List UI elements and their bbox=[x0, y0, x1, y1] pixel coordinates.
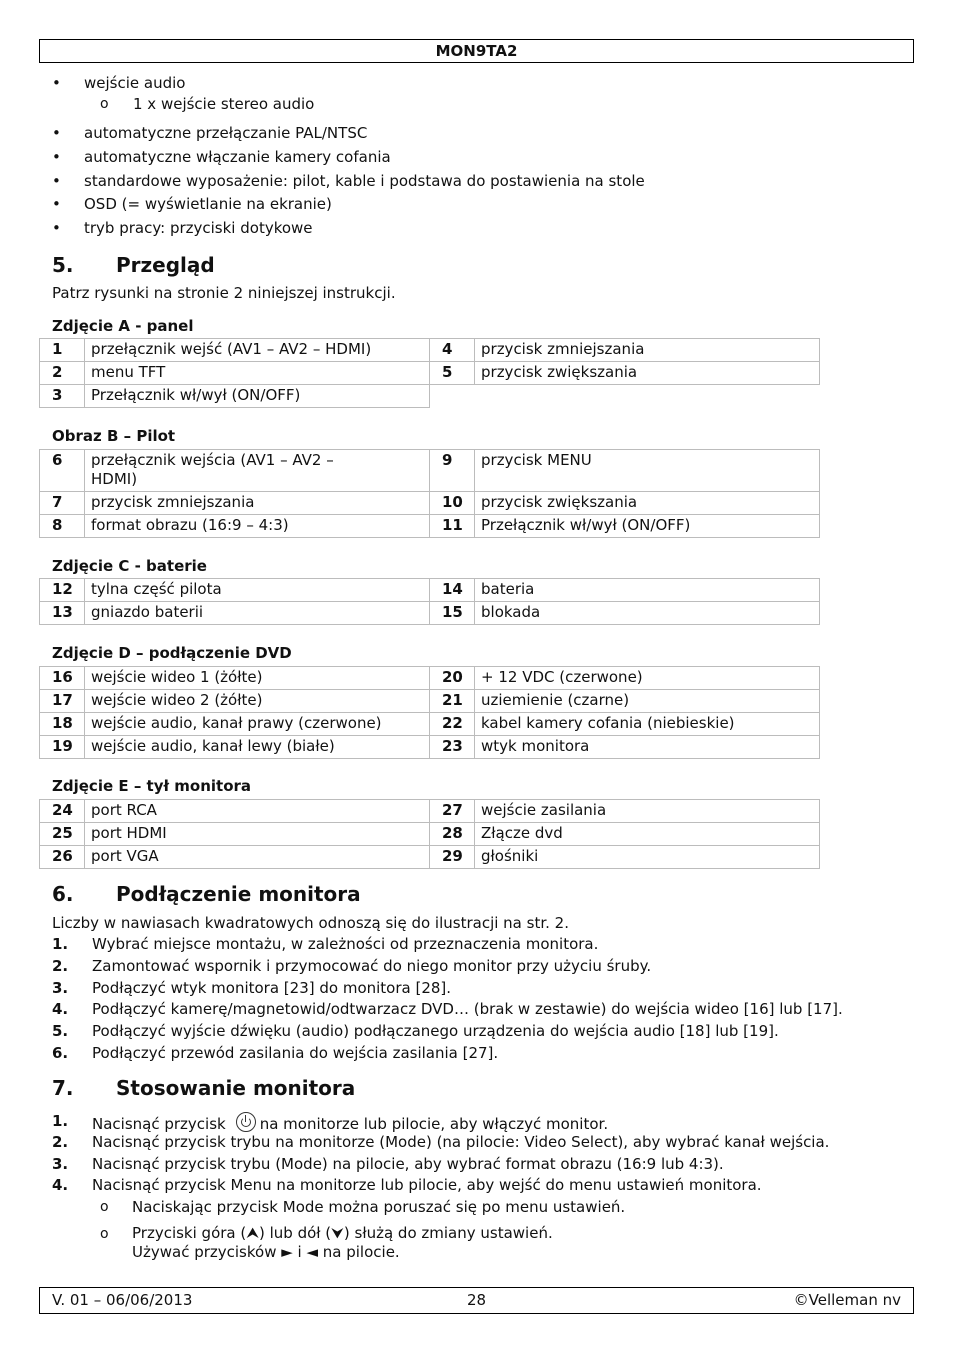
legend-number: 14 bbox=[430, 579, 475, 602]
step-text: Nacisnąć przycisk trybu (Mode) na pilocie, aby wybrać format obrazu (16:9 lub 4:3). bbox=[92, 1155, 724, 1173]
step-text: Podłączyć przewód zasilania do wejścia zasilania [27]. bbox=[92, 1044, 499, 1062]
legend-number: 12 bbox=[40, 579, 85, 602]
legend-text: głośniki bbox=[475, 846, 820, 869]
legend-text: uziemienie (czarne) bbox=[475, 690, 820, 713]
feature-audio-input: wejście audio bbox=[84, 74, 186, 92]
legend-text: Przełącznik wł/wył (ON/OFF) bbox=[85, 385, 430, 408]
legend-number: 1 bbox=[40, 339, 85, 362]
version-date: V. 01 – 06/06/2013 bbox=[52, 1291, 193, 1309]
legend-number: 21 bbox=[430, 690, 475, 713]
section-7-heading bbox=[52, 1076, 355, 1100]
table-row bbox=[40, 492, 820, 515]
bullet-icon: • bbox=[52, 195, 61, 213]
legend-text: przycisk MENU bbox=[475, 450, 820, 492]
table-row bbox=[40, 385, 820, 408]
step-text: Podłączyć wtyk monitora [23] do monitora [28]. bbox=[92, 979, 452, 997]
sub-bullet-icon: o bbox=[100, 96, 109, 112]
table-row bbox=[40, 823, 820, 846]
legend-number: 7 bbox=[40, 492, 85, 515]
table-row bbox=[40, 846, 820, 869]
legend-text: port HDMI bbox=[85, 823, 430, 846]
step-text: Zamontować wspornik i przymocować do niego monitor przy użyciu śruby. bbox=[92, 957, 652, 975]
section-6-heading bbox=[52, 882, 361, 906]
section-number: 7. bbox=[52, 1076, 74, 1100]
step-text: Nacisnąć przycisk Menu na monitorze lub pilocie, aby wejść do menu ustawień monitora. bbox=[92, 1176, 762, 1194]
legend-number: 3 bbox=[40, 385, 85, 408]
figure-b-table bbox=[39, 449, 820, 538]
feature-item: automatyczne przełączanie PAL/NTSC bbox=[84, 124, 368, 142]
section-title: Stosowanie monitora bbox=[116, 1076, 356, 1100]
section-5-heading bbox=[52, 253, 215, 277]
section-5-intro: Patrz rysunki na stronie 2 niniejszej instrukcji. bbox=[52, 284, 396, 302]
legend-text: wejście audio, kanał prawy (czerwone) bbox=[85, 713, 430, 736]
section-number: 5. bbox=[52, 253, 74, 277]
step-number: 2. bbox=[52, 1133, 69, 1151]
table-row bbox=[40, 690, 820, 713]
figure-d-table bbox=[39, 666, 820, 759]
legend-text: Złącze dvd bbox=[475, 823, 820, 846]
table-row bbox=[40, 450, 820, 492]
legend-text: kabel kamery cofania (niebieskie) bbox=[475, 713, 820, 736]
legend-number: 2 bbox=[40, 362, 85, 385]
legend-number: 6 bbox=[40, 450, 85, 492]
legend-text: + 12 VDC (czerwone) bbox=[475, 667, 820, 690]
legend-number: 27 bbox=[430, 800, 475, 823]
legend-text: wejście zasilania bbox=[475, 800, 820, 823]
figure-c-table bbox=[39, 578, 820, 625]
sub-step-text: Naciskając przycisk Mode można poruszać się po menu ustawień. bbox=[132, 1198, 626, 1216]
step-number: 2. bbox=[52, 957, 69, 975]
legend-text: format obrazu (16:9 – 4:3) bbox=[85, 515, 430, 538]
step-number: 1. bbox=[52, 1112, 69, 1130]
step-text: Nacisnąć przycisk trybu na monitorze (Mode) (na pilocie: Video Select), aby wybrać kanał wejścia. bbox=[92, 1133, 830, 1151]
legend-text: bateria bbox=[475, 579, 820, 602]
legend-text: wejście wideo 1 (żółte) bbox=[85, 667, 430, 690]
legend-text: przycisk zwiększania bbox=[475, 492, 820, 515]
figure-d-caption: Zdjęcie D – podłączenie DVD bbox=[52, 644, 292, 662]
legend-text: gniazdo baterii bbox=[85, 602, 430, 625]
bullet-icon: • bbox=[52, 148, 61, 166]
section-number: 6. bbox=[52, 882, 74, 906]
step-text: Wybrać miejsce montażu, w zależności od przeznaczenia monitora. bbox=[92, 935, 599, 953]
legend-number: 10 bbox=[430, 492, 475, 515]
legend-number: 23 bbox=[430, 736, 475, 759]
step-number: 3. bbox=[52, 1155, 69, 1173]
legend-number: 28 bbox=[430, 823, 475, 846]
legend-text: wejście wideo 2 (żółte) bbox=[85, 690, 430, 713]
legend-number: 15 bbox=[430, 602, 475, 625]
step-number: 4. bbox=[52, 1176, 69, 1194]
legend-number: 13 bbox=[40, 602, 85, 625]
legend-number: 9 bbox=[430, 450, 475, 492]
figure-c-caption: Zdjęcie C - baterie bbox=[52, 557, 207, 575]
step-text bbox=[92, 1112, 608, 1133]
step-text: Podłączyć kamerę/magnetowid/odtwarzacz DVD… (brak w zestawie) do wejścia wideo [16] lub [17]. bbox=[92, 1000, 843, 1018]
legend-text-line: przełącznik wejścia (AV1 – AV2 – bbox=[91, 451, 334, 469]
legend-number: 25 bbox=[40, 823, 85, 846]
bullet-icon: • bbox=[52, 124, 61, 142]
step-text: Podłączyć wyjście dźwięku (audio) podłączanego urządzenia do wejścia audio [18] lub [19]. bbox=[92, 1022, 779, 1040]
legend-number: 18 bbox=[40, 713, 85, 736]
legend-number: 5 bbox=[430, 362, 475, 385]
legend-text: tylna część pilota bbox=[85, 579, 430, 602]
section-title: Przegląd bbox=[116, 253, 215, 277]
legend-number: 20 bbox=[430, 667, 475, 690]
step-number: 3. bbox=[52, 979, 69, 997]
table-row bbox=[40, 339, 820, 362]
legend-text bbox=[85, 450, 430, 492]
legend-number: 11 bbox=[430, 515, 475, 538]
step-number: 1. bbox=[52, 935, 69, 953]
table-row bbox=[40, 736, 820, 759]
legend-number: 24 bbox=[40, 800, 85, 823]
legend-text: port VGA bbox=[85, 846, 430, 869]
copyright: ©Velleman nv bbox=[793, 1291, 901, 1309]
bullet-icon: • bbox=[52, 219, 61, 237]
legend-text: blokada bbox=[475, 602, 820, 625]
bullet-icon: • bbox=[52, 172, 61, 190]
step-text-part: na monitorze lub pilocie, aby włączyć monitor. bbox=[259, 1115, 609, 1133]
table-row bbox=[40, 362, 820, 385]
step-number: 5. bbox=[52, 1022, 69, 1040]
legend-text: przycisk zmniejszania bbox=[85, 492, 430, 515]
feature-item: OSD (= wyświetlanie na ekranie) bbox=[84, 195, 332, 213]
feature-audio-input-sub: 1 x wejście stereo audio bbox=[133, 95, 315, 113]
legend-text-line: HDMI) bbox=[91, 470, 138, 488]
legend-text: menu TFT bbox=[85, 362, 430, 385]
legend-number: 19 bbox=[40, 736, 85, 759]
sub-bullet-icon: o bbox=[100, 1199, 109, 1215]
legend-text: przycisk zwiększania bbox=[475, 362, 820, 385]
step-text-part: Nacisnąć przycisk bbox=[92, 1115, 226, 1133]
table-row bbox=[40, 515, 820, 538]
figure-e-table bbox=[39, 799, 820, 869]
legend-text: wejście audio, kanał lewy (białe) bbox=[85, 736, 430, 759]
empty-cell bbox=[430, 385, 820, 408]
feature-item: automatyczne włączanie kamery cofania bbox=[84, 148, 391, 166]
sub-bullet-icon: o bbox=[100, 1226, 109, 1242]
legend-number: 26 bbox=[40, 846, 85, 869]
legend-number: 8 bbox=[40, 515, 85, 538]
power-icon bbox=[236, 1112, 256, 1132]
legend-number: 17 bbox=[40, 690, 85, 713]
bullet-icon: • bbox=[52, 74, 61, 92]
legend-number: 29 bbox=[430, 846, 475, 869]
document-header bbox=[39, 39, 914, 63]
legend-number: 22 bbox=[430, 713, 475, 736]
legend-text: przycisk zmniejszania bbox=[475, 339, 820, 362]
table-row bbox=[40, 667, 820, 690]
legend-text: wtyk monitora bbox=[475, 736, 820, 759]
document-footer bbox=[39, 1287, 914, 1314]
table-row bbox=[40, 579, 820, 602]
figure-a-caption: Zdjęcie A - panel bbox=[52, 317, 194, 335]
sub-step-text: Przyciski góra (⮝) lub dół (⮟) służą do zmiany ustawień. bbox=[132, 1224, 553, 1242]
legend-number: 4 bbox=[430, 339, 475, 362]
sub-step-text: Używać przycisków ► i ◄ na pilocie. bbox=[132, 1243, 400, 1261]
step-number: 4. bbox=[52, 1000, 69, 1018]
feature-item: tryb pracy: przyciski dotykowe bbox=[84, 219, 313, 237]
page-number: 28 bbox=[466, 1291, 487, 1309]
feature-item: standardowe wyposażenie: pilot, kable i podstawa do postawienia na stole bbox=[84, 172, 645, 190]
table-row bbox=[40, 602, 820, 625]
legend-text: przełącznik wejść (AV1 – AV2 – HDMI) bbox=[85, 339, 430, 362]
figure-e-caption: Zdjęcie E – tył monitora bbox=[52, 777, 252, 795]
table-row bbox=[40, 713, 820, 736]
figure-a-table bbox=[39, 338, 820, 408]
figure-b-caption: Obraz B – Pilot bbox=[52, 427, 176, 445]
step-number: 6. bbox=[52, 1044, 69, 1062]
legend-text: Przełącznik wł/wył (ON/OFF) bbox=[475, 515, 820, 538]
legend-number: 16 bbox=[40, 667, 85, 690]
legend-text: port RCA bbox=[85, 800, 430, 823]
section-title: Podłączenie monitora bbox=[116, 882, 361, 906]
table-row bbox=[40, 800, 820, 823]
model-title: MON9TA2 bbox=[435, 42, 518, 60]
section-6-intro: Liczby w nawiasach kwadratowych odnoszą się do ilustracji na str. 2. bbox=[52, 914, 569, 932]
